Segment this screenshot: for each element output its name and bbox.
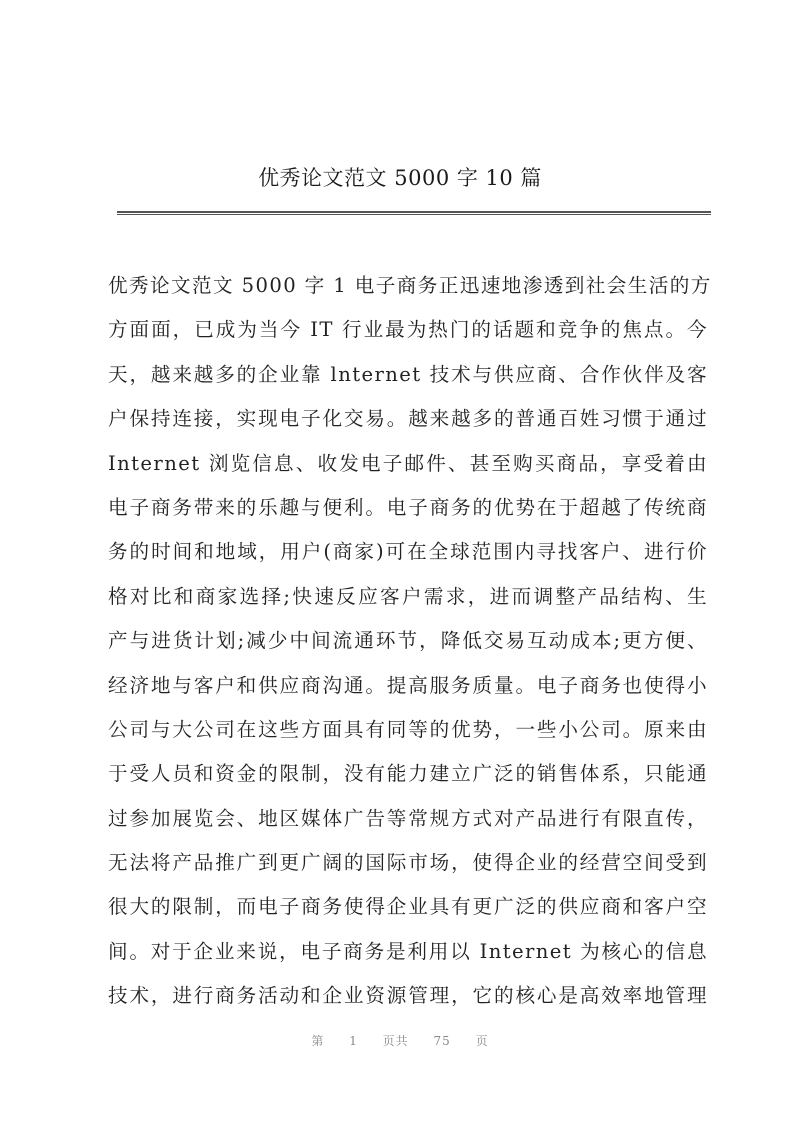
body-line: 技术，进行商务活动和企业资源管理，它的核心是高效率地管理 bbox=[108, 984, 708, 1008]
footer-suffix: 页 bbox=[475, 1034, 489, 1048]
body-line: 户保持连接，实现电子化交易。越来越多的普通百姓习惯于通过 bbox=[108, 407, 708, 431]
body-line: 间。对于企业来说，电子商务是利用以 Internet 为核心的信息 bbox=[108, 939, 708, 963]
body-line: 很大的限制，而电子商务使得企业具有更广泛的供应商和客户空 bbox=[108, 895, 708, 919]
total-pages-number: 75 bbox=[433, 1034, 451, 1048]
current-page-number: 1 bbox=[349, 1034, 358, 1048]
body-line: 优秀论文范文 5000 字 1 电子商务正迅速地渗透到社会生活的方 bbox=[108, 274, 712, 297]
body-line: 经济地与客户和供应商沟通。提高服务质量。电子商务也使得小 bbox=[108, 673, 708, 697]
body-line: 格对比和商家选择;快速反应客户需求，进而调整产品结构、生 bbox=[108, 584, 708, 608]
body-line: 天，越来越多的企业靠 lnternet 技术与供应商、合作伙伴及客 bbox=[108, 362, 708, 386]
body-line: 公司与大公司在这些方面具有同等的优势，一些小公司。原来由 bbox=[108, 717, 708, 741]
footer-mid: 页共 bbox=[382, 1034, 409, 1048]
body-line: 务的时间和地域，用户(商家)可在全球范围内寻找客户、进行价 bbox=[108, 540, 708, 564]
body-line: 产与进货计划;减少中间流通环节，降低交易互动成本;更方便、 bbox=[108, 629, 708, 653]
document-body bbox=[108, 264, 712, 1019]
body-line: 于受人员和资金的限制，没有能力建立广泛的销售体系，只能通 bbox=[108, 762, 708, 786]
body-line: 方面面，已成为当今 IT 行业最为热门的话题和竞争的焦点。今 bbox=[108, 318, 708, 342]
body-line: 无法将产品推广到更广阔的国际市场，使得企业的经营空间受到 bbox=[108, 851, 708, 875]
title-divider bbox=[117, 211, 711, 215]
page-footer bbox=[0, 1032, 800, 1049]
body-line: 电子商务带来的乐趣与便利。电子商务的优势在于超越了传统商 bbox=[108, 495, 708, 519]
document-title: 优秀论文范文 5000 字 10 篇 bbox=[258, 166, 542, 190]
footer-prefix: 第 bbox=[311, 1034, 325, 1048]
body-line: Internet 浏览信息、收发电子邮件、甚至购买商品，享受着由 bbox=[108, 451, 708, 475]
body-line: 过参加展览会、地区媒体广告等常规方式对产品进行有限直传， bbox=[108, 806, 708, 830]
